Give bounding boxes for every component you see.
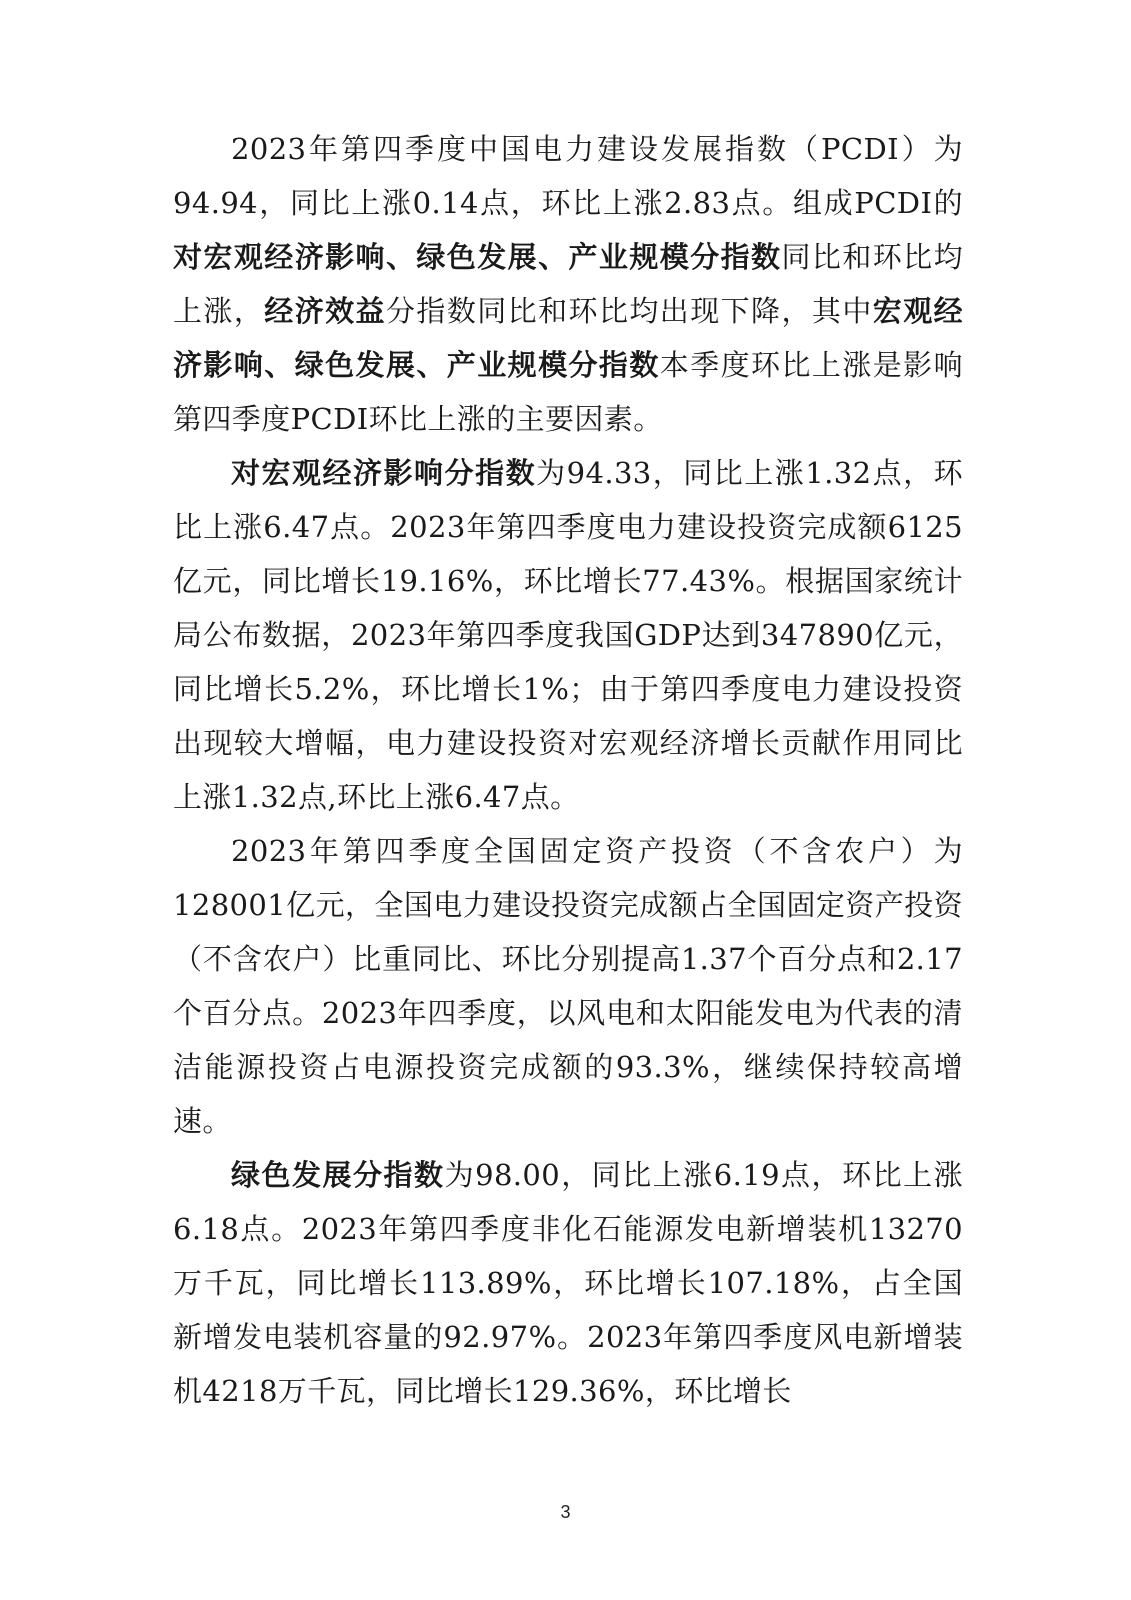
bold-term: 绿色发展分指数 <box>231 1158 445 1192</box>
paragraph-fixed-asset-investment <box>173 824 963 1148</box>
paragraph-macro-economy <box>173 446 963 824</box>
text-segment: 为98.00，同比上涨6.19点，环比上涨6.18点。2023年第四季度非化石能源发电新增装机13270万千瓦，同比增长113.89%，环比增长107.18%，占全国新增发电装机容量的92.97%。2023年第四季度风电新增装机4218万千瓦，同比增长129.36%，环比增长 <box>173 1158 963 1408</box>
text-segment: 分指数同比和环比均出现下降，其中 <box>385 294 873 328</box>
text-segment: 2023年第四季度全国固定资产投资（不含农户）为128001亿元，全国电力建设投资完成额占全国固定资产投资（不含农户）比重同比、环比分别提高1.37个百分点和2.17个百分点。2023年四季度，以风电和太阳能发电为代表的清洁能源投资占电源投资完成额的93.3%，继续保持较高增速。 <box>173 834 963 1138</box>
bold-term: 对宏观经济影响、绿色发展、产业规模分指数 <box>173 240 782 274</box>
bold-term: 对宏观经济影响分指数 <box>231 456 537 490</box>
text-segment: 2023年第四季度中国电力建设发展指数（PCDI）为94.94，同比上涨0.14点，环比上涨2.83点。组成PCDI的 <box>173 132 963 220</box>
paragraph-green-development <box>173 1148 963 1418</box>
text-segment: 本季度环比上涨是影响第四季度PCDI环比上涨的主要因素。 <box>173 348 963 436</box>
text-segment: 同比和环比均上涨， <box>173 240 963 328</box>
paragraph-pcdi-summary <box>173 122 963 446</box>
page-number: 3 <box>560 1502 571 1522</box>
text-segment: 为94.33，同比上涨1.32点，环比上涨6.47点。2023年第四季度电力建设投资完成额6125亿元，同比增长19.16%，环比增长77.43%。根据国家统计局公布数据，2023年第四季度我国GDP达到347890亿元，同比增长5.2%，环比增长1%；由于第四季度电力建设投资出现较大增幅，电力建设投资对宏观经济增长贡献作用同比上涨1.32点,环比上涨6.47点。 <box>173 456 963 814</box>
bold-term: 经济效益 <box>264 294 386 328</box>
bold-term: 宏观经济影响、绿色发展、产业规模分指数 <box>173 294 964 382</box>
document-body <box>173 122 963 1418</box>
